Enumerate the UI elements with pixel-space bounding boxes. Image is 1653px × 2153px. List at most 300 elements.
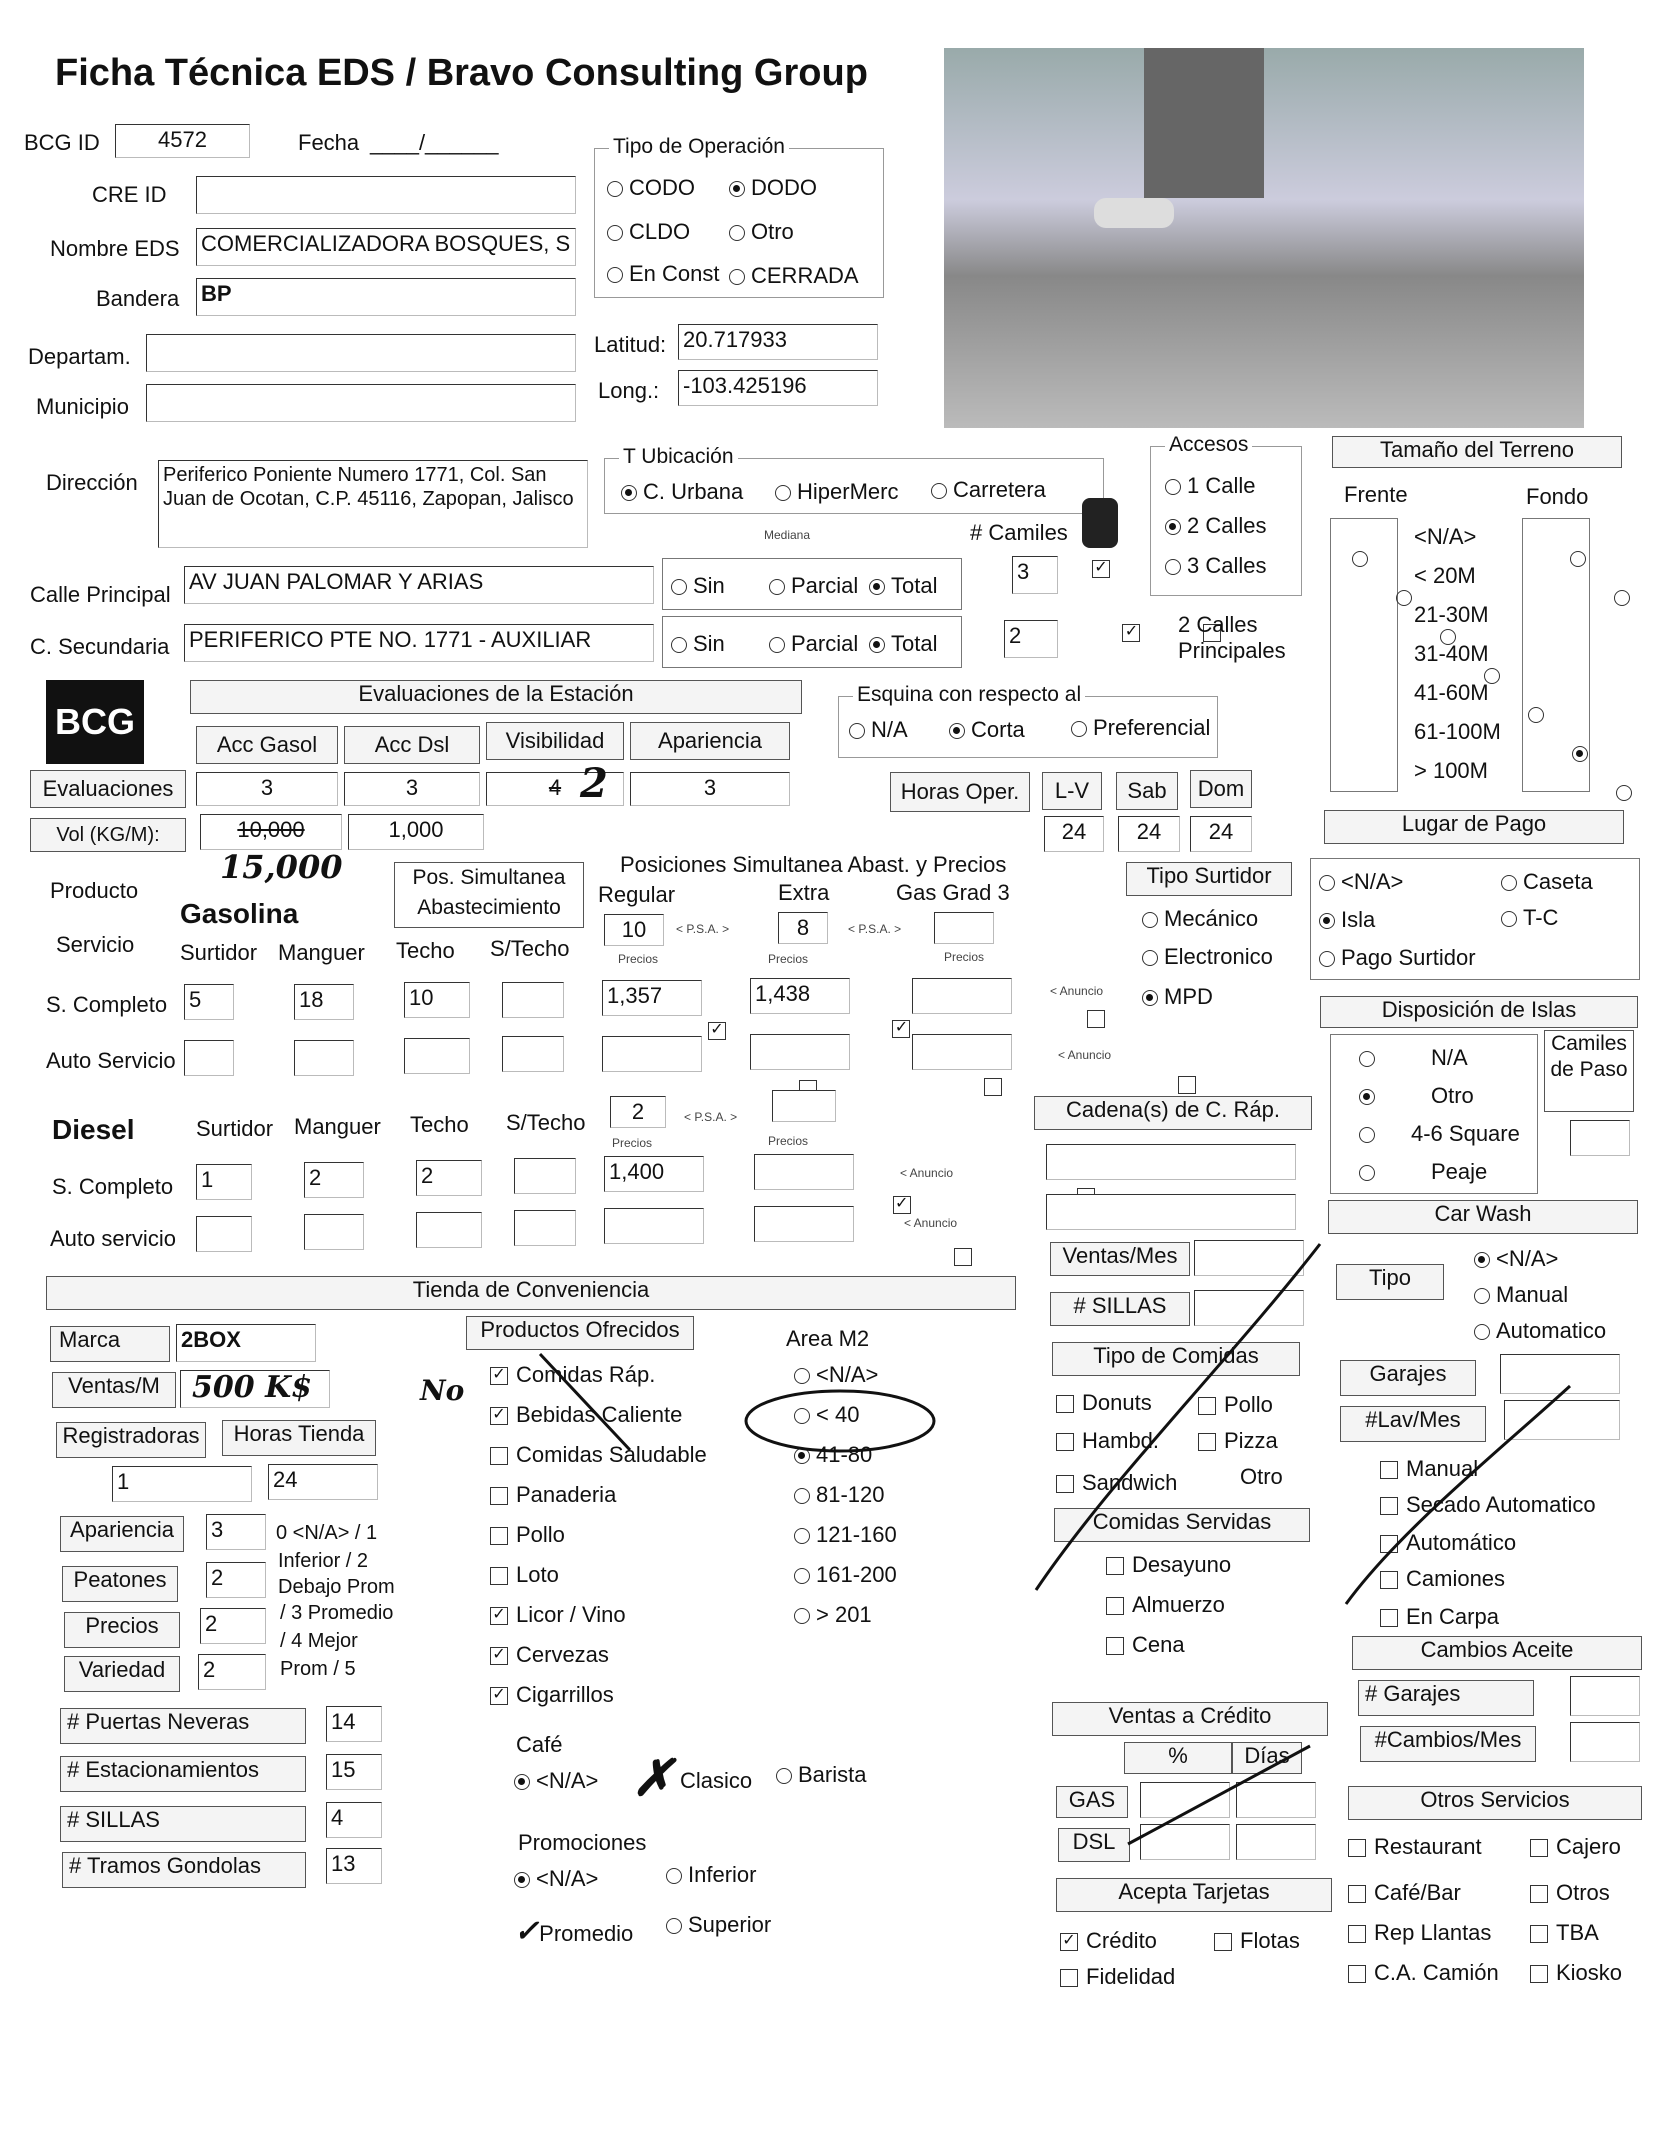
- lp-tc[interactable]: T-C: [1501, 905, 1558, 931]
- g-as-precio-extra[interactable]: [750, 1034, 850, 1070]
- tc-hambd[interactable]: Hambd.: [1056, 1428, 1159, 1454]
- terreno-row-label: 41-60M: [1414, 680, 1489, 705]
- precio-grad3-field[interactable]: [912, 978, 1012, 1014]
- precios-field[interactable]: 2: [200, 1608, 266, 1644]
- g-as-s-techo[interactable]: [502, 1036, 564, 1072]
- lp-caseta[interactable]: Caseta: [1501, 869, 1593, 895]
- esq-na[interactable]: N/A: [849, 717, 908, 743]
- cadenas-ventas-label: Ventas/Mes: [1050, 1242, 1190, 1276]
- d-as-surtidor[interactable]: [196, 1216, 252, 1252]
- checkbox-icon: [490, 1567, 508, 1585]
- checkbox-icon: [1530, 1885, 1548, 1903]
- vc-dias-label: Días: [1232, 1742, 1302, 1774]
- disposicion-header: Disposición de Islas: [1320, 996, 1638, 1028]
- precio-extra-check[interactable]: ✓: [892, 1020, 910, 1038]
- d-col-s-techo: S/Techo: [506, 1110, 586, 1135]
- frente-radio[interactable]: [1352, 551, 1368, 567]
- horas-lv-label: L-V: [1042, 772, 1102, 810]
- credito-strike-mark: [1120, 1740, 1320, 1850]
- os-cajero[interactable]: Cajero: [1530, 1834, 1621, 1860]
- producto-item[interactable]: Pollo: [490, 1522, 565, 1548]
- terreno-header: Tamaño del Terreno: [1332, 436, 1622, 468]
- checkbox-icon: [1060, 1969, 1078, 1987]
- cw-manual[interactable]: Manual: [1474, 1282, 1568, 1308]
- marca-label: Marca: [50, 1326, 170, 1362]
- puertas-field[interactable]: 14: [326, 1706, 382, 1742]
- d-as-s-techo[interactable]: [514, 1210, 576, 1246]
- tc-pizza[interactable]: Pizza: [1198, 1428, 1278, 1454]
- c-secundaria-label: C. Secundaria: [30, 634, 170, 659]
- cw-lav-mes-label: #Lav/Mes: [1340, 1406, 1486, 1442]
- radio-icon: [776, 1768, 792, 1784]
- camiles-paso-field[interactable]: [1570, 1120, 1630, 1156]
- lp-pago-surtidor[interactable]: Pago Surtidor: [1319, 945, 1476, 971]
- checkbox-icon: [1348, 1839, 1366, 1857]
- producto-item[interactable]: Loto: [490, 1562, 559, 1588]
- op-en-const[interactable]: En Const: [607, 261, 720, 287]
- mp-total[interactable]: Total: [869, 573, 937, 599]
- area-option[interactable]: 121-160: [794, 1522, 897, 1548]
- op-codo[interactable]: CODO: [607, 175, 695, 201]
- radio-icon: [1501, 911, 1517, 927]
- horas-tienda-label: Horas Tienda: [222, 1420, 376, 1456]
- os-cafe-bar[interactable]: Café/Bar: [1348, 1880, 1461, 1906]
- nombre-eds-label: Nombre EDS: [50, 236, 180, 261]
- psa-grad3-field[interactable]: [934, 912, 994, 944]
- radio-icon: [794, 1488, 810, 1504]
- escala-1: Inferior / 2: [278, 1550, 369, 1572]
- radio-icon: [849, 723, 865, 739]
- vol-dsl[interactable]: 1,000: [348, 814, 484, 850]
- di-4-6-square[interactable]: 4-6 Square: [1359, 1121, 1520, 1147]
- terreno-row-label: 31-40M: [1414, 641, 1489, 666]
- nombre-eds-field[interactable]: COMERCIALIZADORA BOSQUES, S: [196, 228, 576, 266]
- cw-item-secado[interactable]: Secado Automatico: [1380, 1492, 1596, 1518]
- radio-icon: [671, 579, 687, 595]
- precio-extra-field[interactable]: 1,438: [750, 978, 850, 1014]
- bandera-field[interactable]: BP: [196, 278, 576, 316]
- os-ca-camion[interactable]: C.A. Camión: [1348, 1960, 1499, 1986]
- mp-sin[interactable]: Sin: [671, 573, 725, 599]
- g-col-s-techo: S/Techo: [490, 936, 570, 961]
- camiles-label: # Camiles: [970, 520, 1068, 545]
- cafe-label: Café: [516, 1732, 563, 1757]
- producto-item[interactable]: ✓ Cervezas: [490, 1642, 609, 1668]
- ms-sin[interactable]: Sin: [671, 631, 725, 657]
- ventas-credito-header: Ventas a Crédito: [1052, 1702, 1328, 1736]
- cafe-x-mark: ✗: [632, 1748, 674, 1807]
- radio-icon: [1142, 912, 1158, 928]
- tipo-surtidor-header: Tipo Surtidor: [1126, 862, 1292, 896]
- horas-dom-field[interactable]: 24: [1190, 816, 1252, 852]
- radio-icon: [1501, 875, 1517, 891]
- os-restaurant[interactable]: Restaurant: [1348, 1834, 1482, 1860]
- tj-credito[interactable]: ✓ Crédito: [1060, 1928, 1157, 1954]
- area-option[interactable]: 81-120: [794, 1482, 885, 1508]
- hand-vol: 15,000: [220, 848, 343, 886]
- mediana-label: Mediana: [764, 528, 811, 542]
- g-sc-manguer[interactable]: 18: [294, 984, 354, 1020]
- acc-2-calles[interactable]: 2 Calles: [1165, 513, 1266, 539]
- municipio-field[interactable]: [146, 384, 576, 422]
- cw-item-camiones[interactable]: Camiones: [1380, 1566, 1505, 1592]
- cafe-na[interactable]: <N/A>: [514, 1768, 598, 1794]
- radio-selected-icon: [1474, 1252, 1490, 1268]
- checkbox-icon: ✓: [490, 1687, 508, 1705]
- frente-radio[interactable]: [1396, 590, 1412, 606]
- eval-apariencia[interactable]: 3: [630, 772, 790, 806]
- precio-dsl-check[interactable]: ✓: [893, 1196, 911, 1214]
- g-as-techo[interactable]: [404, 1038, 470, 1074]
- apariencia-label: Apariencia: [60, 1516, 184, 1552]
- ca-cambios-mes-label: #Cambios/Mes: [1360, 1726, 1536, 1762]
- psa-dsl-extra[interactable]: [772, 1090, 836, 1122]
- precio-regular-check[interactable]: ✓: [708, 1022, 726, 1040]
- fondo-label: Fondo: [1526, 484, 1589, 509]
- horas-sab-label: Sab: [1116, 772, 1178, 810]
- diesel-label: Diesel: [52, 1114, 135, 1145]
- ub-c-urbana[interactable]: C. Urbana: [621, 479, 743, 505]
- di-na[interactable]: N/A: [1359, 1045, 1468, 1071]
- area-circle-mark: [740, 1386, 940, 1456]
- d-as-precio[interactable]: [604, 1208, 704, 1244]
- camiles-secundaria-field[interactable]: 2: [1004, 620, 1058, 658]
- op-dodo[interactable]: DODO: [729, 175, 817, 201]
- esq-corta[interactable]: Corta: [949, 717, 1025, 743]
- promo-na[interactable]: <N/A>: [514, 1866, 598, 1892]
- dos-calles-principales-label: 2 Calles Principales: [1178, 612, 1286, 663]
- cs-desayuno[interactable]: Desayuno: [1106, 1552, 1231, 1578]
- op-cerrada[interactable]: CERRADA: [729, 263, 859, 289]
- variedad-label: Variedad: [64, 1656, 180, 1692]
- cw-na[interactable]: <N/A>: [1474, 1246, 1558, 1272]
- ms-total[interactable]: Total: [869, 631, 937, 657]
- long-field[interactable]: -103.425196: [678, 370, 878, 406]
- long-label: Long.:: [598, 378, 660, 403]
- direccion-field[interactable]: Periferico Poniente Numero 1771, Col. San Juan de Ocotan, C.P. 45116, Zapopan, Jalisco: [158, 460, 588, 548]
- cre-id-label: CRE ID: [92, 182, 167, 207]
- area-option[interactable]: > 201: [794, 1602, 872, 1628]
- ub-carretera[interactable]: Carretera: [931, 477, 1046, 503]
- escala-5: Prom / 5: [280, 1658, 356, 1680]
- g-sc-s-techo[interactable]: [502, 982, 564, 1018]
- d-as-techo[interactable]: [416, 1212, 482, 1248]
- psa-arrow-2: < P.S.A. >: [848, 922, 902, 936]
- precio-grad3-check[interactable]: [1087, 1010, 1105, 1028]
- tc-sandwich[interactable]: Sandwich: [1056, 1470, 1177, 1496]
- producto-item[interactable]: Comidas Saludable: [490, 1442, 707, 1468]
- radio-icon: [729, 269, 745, 285]
- frente-radio[interactable]: [1528, 707, 1544, 723]
- g-s-completo-label: S. Completo: [46, 992, 168, 1017]
- ts-mpd[interactable]: MPD: [1142, 984, 1213, 1010]
- area-option[interactable]: <N/A>: [794, 1362, 878, 1388]
- radio-icon: [607, 267, 623, 283]
- os-tba[interactable]: TBA: [1530, 1920, 1599, 1946]
- calle-principal-label: Calle Principal: [30, 582, 171, 607]
- terreno-row-label: 61-100M: [1414, 719, 1501, 744]
- ts-electronico[interactable]: Electronico: [1142, 944, 1273, 970]
- hand-ventas: 500 K$: [192, 1370, 313, 1405]
- lugar-pago-header: Lugar de Pago: [1324, 810, 1624, 844]
- producto-item[interactable]: ✓ Licor / Vino: [490, 1602, 626, 1628]
- checkbox-icon: ✓: [490, 1607, 508, 1625]
- hand-visibilidad: 2: [580, 760, 608, 807]
- esq-preferencial[interactable]: Preferencial: [1071, 715, 1210, 741]
- disposicion-group: [1330, 1034, 1538, 1194]
- mp-parcial[interactable]: Parcial: [769, 573, 858, 599]
- checkbox-icon: [1348, 1885, 1366, 1903]
- cw-item-carpa[interactable]: En Carpa: [1380, 1604, 1499, 1630]
- cadenas-sillas-label: # SILLAS: [1050, 1292, 1190, 1326]
- g-sc-surtidor[interactable]: 5: [184, 984, 234, 1020]
- radio-icon: [1359, 1165, 1375, 1181]
- promo-inferior[interactable]: Inferior: [666, 1862, 756, 1888]
- frente-radio[interactable]: [1616, 785, 1632, 801]
- d-sc-techo[interactable]: 2: [416, 1160, 482, 1196]
- cafe-clasico[interactable]: Clasico: [680, 1768, 753, 1793]
- g-as-manguer[interactable]: [294, 1040, 354, 1076]
- camiles-secundaria-check[interactable]: ✓: [1122, 624, 1140, 642]
- op-otro[interactable]: Otro: [729, 219, 794, 245]
- accesos-label: Accesos: [1165, 433, 1252, 457]
- cs-cena[interactable]: Cena: [1106, 1632, 1185, 1658]
- tc-pollo[interactable]: Pollo: [1198, 1392, 1273, 1418]
- d-sc-surtidor[interactable]: 1: [196, 1164, 252, 1200]
- psa-arrow-1: < P.S.A. >: [676, 922, 730, 936]
- acc-1-calle[interactable]: 1 Calle: [1165, 473, 1255, 499]
- tramos-field[interactable]: 13: [326, 1848, 382, 1884]
- cw-item-manual[interactable]: Manual: [1380, 1456, 1478, 1482]
- apariencia-field[interactable]: 3: [206, 1514, 266, 1550]
- checkbox-icon: ✓: [490, 1407, 508, 1425]
- psa-arrow-dsl: < P.S.A. >: [684, 1110, 738, 1124]
- camiles-principal-field[interactable]: 3: [1012, 556, 1058, 594]
- d-sc-s-techo[interactable]: [514, 1158, 576, 1194]
- lp-isla[interactable]: Isla: [1319, 907, 1375, 933]
- fecha-field[interactable]: ____/______: [370, 130, 499, 155]
- escala-3: / 3 Promedio: [280, 1602, 394, 1624]
- checkbox-icon: [1214, 1933, 1232, 1951]
- ub-hipermerc[interactable]: HiperMerc: [775, 479, 898, 505]
- area-option[interactable]: 161-200: [794, 1562, 897, 1588]
- bandera-label: Bandera: [96, 286, 180, 311]
- radio-selected-icon: [1359, 1089, 1375, 1105]
- fondo-radio[interactable]: [1570, 551, 1586, 567]
- registradoras-label: Registradoras: [56, 1422, 206, 1458]
- gas-grad3-label: Gas Grad 3: [896, 880, 1010, 905]
- vol-gasol[interactable]: 10,000: [200, 814, 342, 850]
- acc-3-calles[interactable]: 3 Calles: [1165, 553, 1266, 579]
- cadena-field-2[interactable]: [1046, 1194, 1296, 1230]
- area-m2-label: Area M2: [786, 1326, 870, 1351]
- bcg-id-field[interactable]: 4572: [115, 124, 250, 158]
- col-acc-gasol: Acc Gasol: [196, 726, 338, 764]
- tc-otro[interactable]: Otro: [1240, 1464, 1283, 1489]
- vol-label: Vol (KG/M):: [30, 818, 186, 852]
- sillas-label: # SILLAS: [60, 1806, 306, 1842]
- frente-radio[interactable]: [1572, 746, 1588, 762]
- os-otros[interactable]: Otros: [1530, 1880, 1610, 1906]
- c-secundaria-field[interactable]: PERIFERICO PTE NO. 1771 - AUXILIAR: [184, 624, 654, 662]
- eval-acc-gasol[interactable]: 3: [196, 772, 338, 806]
- t-ubicacion-label: T Ubicación: [619, 445, 738, 469]
- ts-mecanico[interactable]: Mecánico: [1142, 906, 1258, 932]
- cw-item-automatico[interactable]: Automático: [1380, 1530, 1516, 1556]
- g-sc-techo[interactable]: 10: [404, 982, 470, 1018]
- puertas-label: # Puertas Neveras: [60, 1708, 306, 1744]
- ca-cambios-mes-field[interactable]: [1570, 1722, 1640, 1762]
- d-auto-servicio-label: Auto servicio: [50, 1226, 176, 1251]
- precio-dsl-field[interactable]: 1,400: [604, 1156, 704, 1192]
- g-as-check-3[interactable]: [1178, 1076, 1196, 1094]
- eval-visibilidad[interactable]: 4: [486, 772, 624, 806]
- horas-lv-field[interactable]: 24: [1044, 816, 1104, 852]
- promo-superior[interactable]: Superior: [666, 1912, 771, 1938]
- marca-field[interactable]: 2BOX: [176, 1324, 316, 1362]
- checkbox-icon: [1530, 1965, 1548, 1983]
- tc-donuts[interactable]: Donuts: [1056, 1390, 1152, 1416]
- producto-item[interactable]: ✓ Bebidas Caliente: [490, 1402, 682, 1428]
- tramos-label: # Tramos Gondolas: [62, 1852, 306, 1888]
- camiles-paso-header: Camiles de Paso: [1544, 1030, 1634, 1112]
- radio-icon: [666, 1868, 682, 1884]
- g-col-techo: Techo: [396, 938, 455, 963]
- radio-selected-icon: [869, 579, 885, 595]
- sillas-field[interactable]: 4: [326, 1802, 382, 1838]
- di-otro[interactable]: Otro: [1359, 1083, 1474, 1109]
- psa-regular-field[interactable]: 10: [604, 914, 664, 946]
- checkbox-icon: [1530, 1839, 1548, 1857]
- d-sc-manguer[interactable]: 2: [304, 1162, 364, 1198]
- os-rep-llantas[interactable]: Rep Llantas: [1348, 1920, 1491, 1946]
- cre-id-field[interactable]: [196, 176, 576, 214]
- estac-label: # Estacionamientos: [60, 1756, 306, 1792]
- d-as-check[interactable]: [954, 1248, 972, 1266]
- cadena-field-1[interactable]: [1046, 1144, 1296, 1180]
- d-as-precio-2[interactable]: [754, 1206, 854, 1242]
- ca-garajes-field[interactable]: [1570, 1676, 1640, 1716]
- producto-label: Producto: [50, 878, 139, 903]
- fondo-radio[interactable]: [1614, 590, 1630, 606]
- g-as-check-2[interactable]: [984, 1078, 1002, 1096]
- col-visibilidad: Visibilidad: [486, 722, 624, 760]
- area-option[interactable]: < 40: [794, 1402, 859, 1428]
- radio-selected-icon: [869, 637, 885, 653]
- vc-dsl-label: DSL: [1058, 1828, 1130, 1862]
- esquina-group: [838, 683, 1218, 758]
- precio-regular-field[interactable]: 1,357: [602, 980, 702, 1016]
- g-as-surtidor[interactable]: [184, 1040, 234, 1076]
- peatones-field[interactable]: 2: [206, 1562, 266, 1598]
- d-as-manguer[interactable]: [304, 1214, 364, 1250]
- bcg-id-label: BCG ID: [24, 130, 100, 155]
- productos-strike-mark: [420, 1350, 640, 1460]
- horas-tienda-field[interactable]: 24: [268, 1464, 378, 1500]
- g-as-precio-grad3[interactable]: [912, 1034, 1012, 1070]
- escala-2: Debajo Prom: [278, 1576, 395, 1598]
- eval-acc-dsl[interactable]: 3: [344, 772, 480, 806]
- radio-selected-icon: [514, 1872, 530, 1888]
- bcg-logo: BCG: [46, 680, 144, 764]
- producto-item[interactable]: ✓ Cigarrillos: [490, 1682, 614, 1708]
- radio-selected-icon: [729, 181, 745, 197]
- os-kiosko[interactable]: Kiosko: [1530, 1960, 1622, 1986]
- terreno-row-label: 21-30M: [1414, 602, 1489, 627]
- radio-icon: [1359, 1051, 1375, 1067]
- car-wash-strike-mark: [1340, 1380, 1580, 1610]
- terreno-row-label: <N/A>: [1414, 524, 1477, 549]
- promo-promedio[interactable]: ✓Promedio: [514, 1914, 634, 1949]
- op-cldo[interactable]: CLDO: [607, 219, 690, 245]
- ms-parcial[interactable]: Parcial: [769, 631, 858, 657]
- anuncio-label-2: < Anuncio: [1058, 1048, 1112, 1062]
- tj-fidelidad[interactable]: Fidelidad: [1060, 1964, 1175, 1990]
- checkbox-icon: ✓: [490, 1367, 508, 1385]
- horas-sab-field[interactable]: 24: [1118, 816, 1180, 852]
- variedad-field[interactable]: 2: [198, 1654, 266, 1690]
- registradoras-field[interactable]: 1: [112, 1466, 252, 1502]
- otros-servicios-header: Otros Servicios: [1348, 1786, 1642, 1820]
- precios-label: Precios: [64, 1612, 180, 1648]
- producto-item[interactable]: Panaderia: [490, 1482, 616, 1508]
- g-auto-servicio-label: Auto Servicio: [46, 1048, 176, 1073]
- departam-field[interactable]: [146, 334, 576, 372]
- traffic-light-icon: [1082, 498, 1118, 548]
- car-wash-tipo-label: Tipo: [1336, 1264, 1444, 1300]
- lp-na[interactable]: <N/A>: [1319, 869, 1403, 895]
- psa-dsl-field[interactable]: 2: [610, 1096, 666, 1128]
- anuncio-dsl-2: < Anuncio: [904, 1216, 958, 1230]
- cafe-barista[interactable]: Barista: [776, 1762, 866, 1788]
- anuncio-dsl-1: < Anuncio: [900, 1166, 954, 1180]
- extra-label: Extra: [778, 880, 830, 905]
- g-col-manguer: Manguer: [278, 940, 365, 965]
- radio-icon: [1359, 1127, 1375, 1143]
- cadenas-header: Cadena(s) de C. Ráp.: [1034, 1096, 1312, 1130]
- radio-icon: [769, 579, 785, 595]
- tienda-header: Tienda de Conveniencia: [46, 1276, 1016, 1310]
- horas-oper-label: Horas Oper.: [890, 772, 1030, 812]
- page-title: Ficha Técnica EDS / Bravo Consulting Group: [55, 52, 868, 94]
- cw-automatico[interactable]: Automatico: [1474, 1318, 1606, 1344]
- vc-pct-label: %: [1124, 1742, 1232, 1774]
- checkbox-icon: [1348, 1925, 1366, 1943]
- area-option[interactable]: 41-80: [794, 1442, 872, 1468]
- estac-field[interactable]: 15: [326, 1754, 382, 1790]
- cs-almuerzo[interactable]: Almuerzo: [1106, 1592, 1225, 1618]
- calle-principal-field[interactable]: AV JUAN PALOMAR Y ARIAS: [184, 566, 654, 604]
- departam-label: Departam.: [28, 344, 131, 369]
- ventas-m-label: Ventas/M: [52, 1372, 176, 1408]
- latitud-field[interactable]: 20.717933: [678, 324, 878, 360]
- radio-icon: [775, 485, 791, 501]
- camiles-principal-check[interactable]: ✓: [1092, 560, 1110, 578]
- ca-garajes-label: # Garajes: [1358, 1680, 1534, 1716]
- di-peaje[interactable]: Peaje: [1359, 1159, 1487, 1185]
- producto-item[interactable]: ✓ Comidas Ráp.: [490, 1362, 655, 1388]
- radio-icon: [1165, 559, 1181, 575]
- radio-selected-icon: [621, 485, 637, 501]
- g-as-precio-regular[interactable]: [602, 1036, 702, 1072]
- tj-flotas[interactable]: Flotas: [1214, 1928, 1300, 1954]
- radio-icon: [794, 1608, 810, 1624]
- precio-dsl-extra[interactable]: [754, 1154, 854, 1190]
- radio-selected-icon: [1142, 990, 1158, 1006]
- radio-icon: [1474, 1324, 1490, 1340]
- psa-extra-field[interactable]: 8: [778, 912, 828, 944]
- precios-dsl-2: Precios: [768, 1134, 809, 1148]
